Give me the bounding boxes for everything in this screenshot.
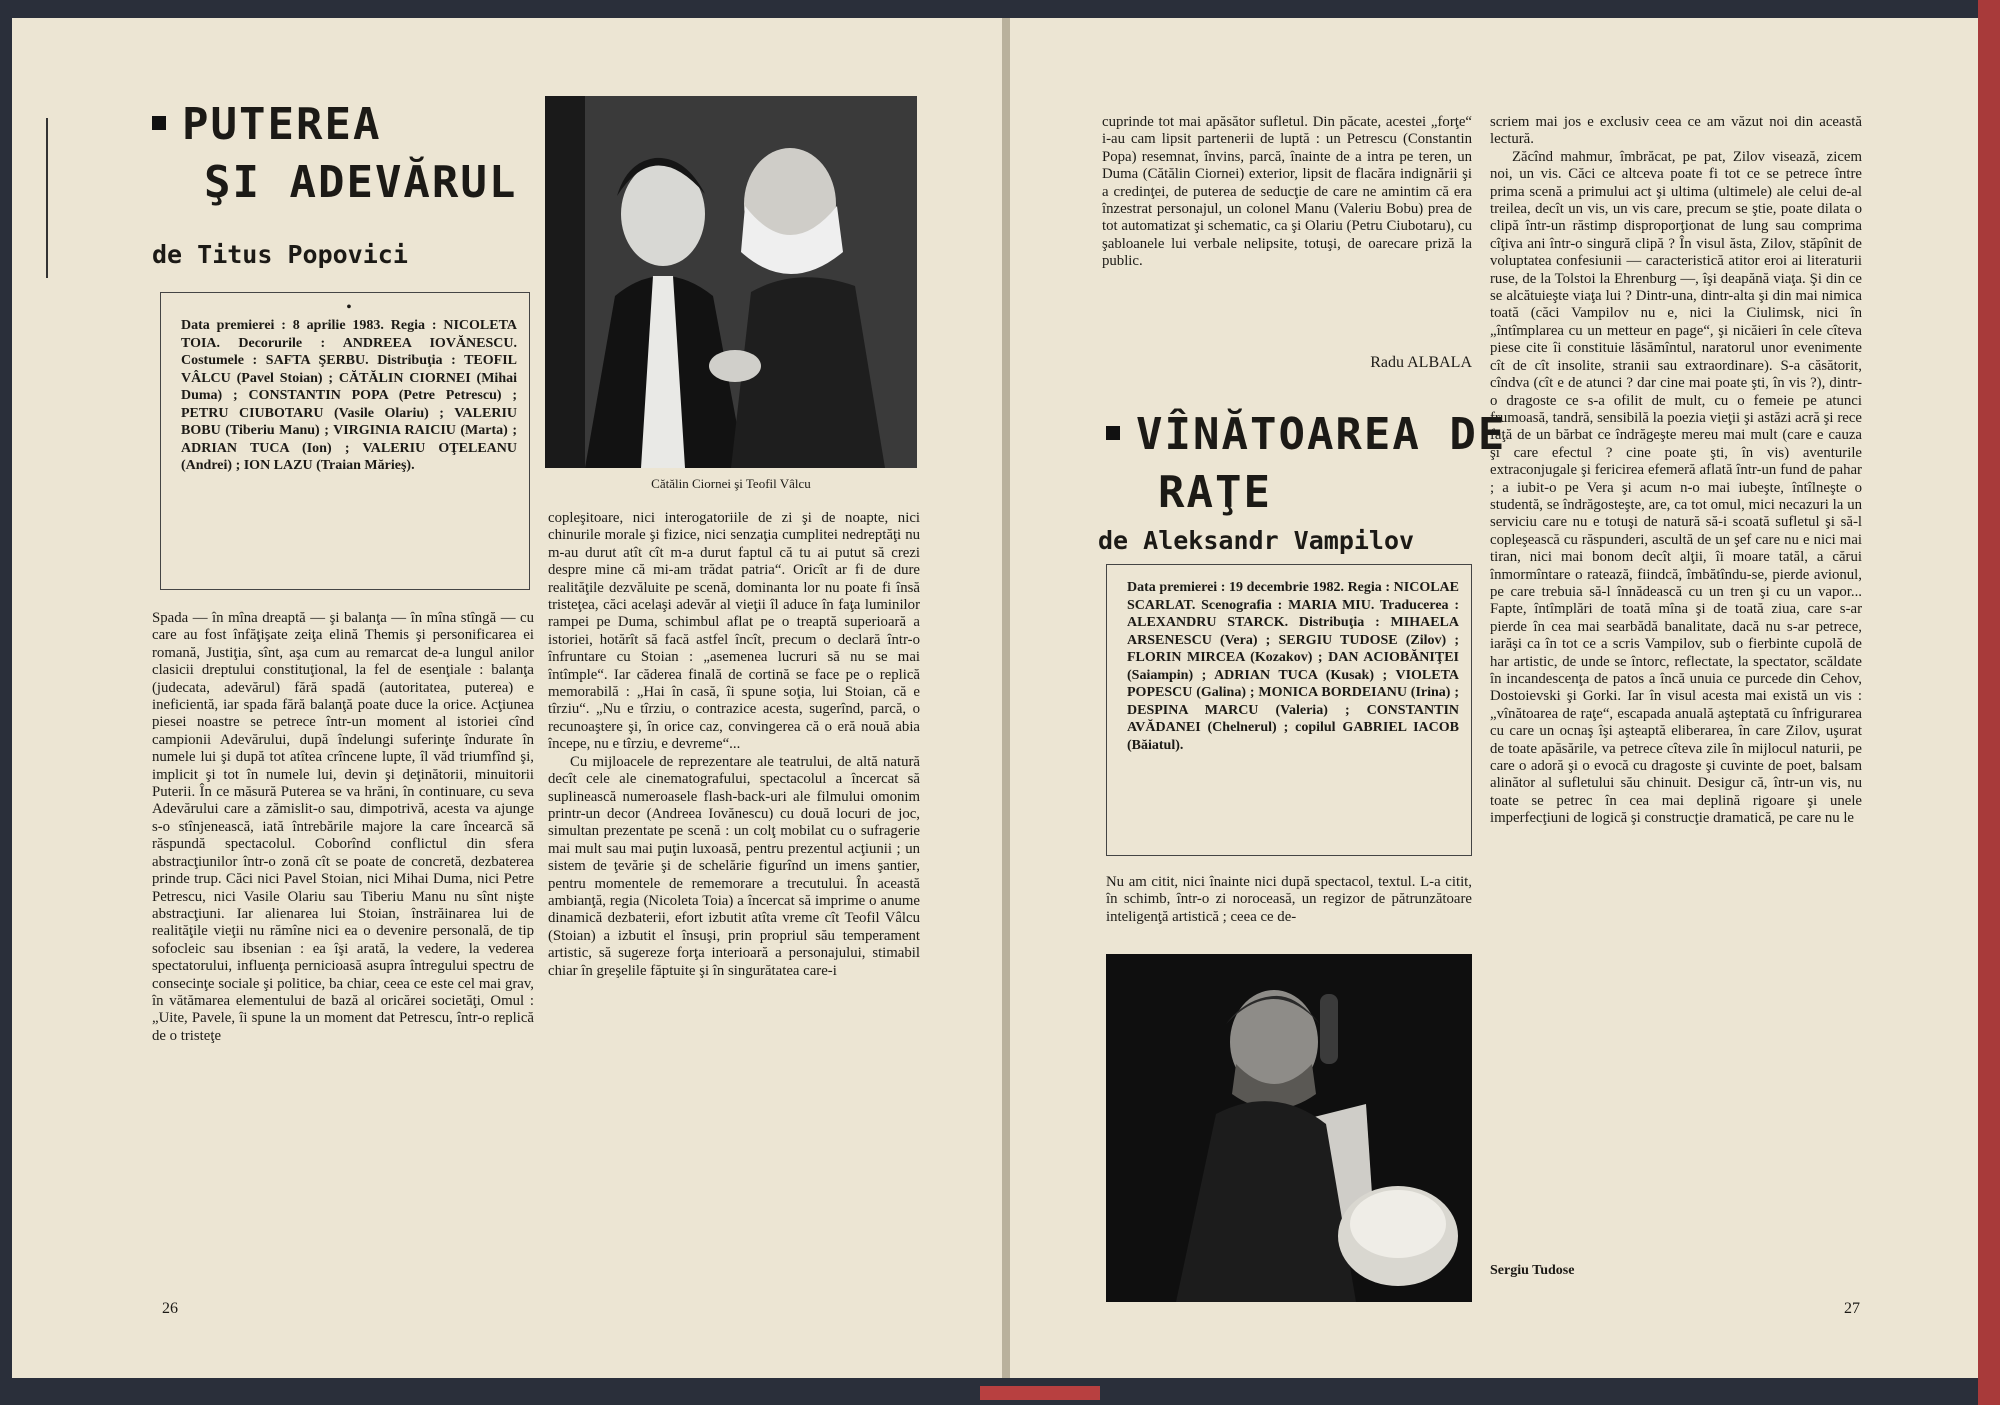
left-article-title — [152, 96, 517, 212]
left-photo — [545, 96, 917, 468]
margin-rule — [46, 118, 48, 278]
paragraph: scriem mai jos e exclusiv ceea ce am văzut noi din această lectură. — [1490, 114, 1862, 148]
left-credits-text: Data premierei : 8 aprilie 1983. Regia : NICOLETA TOIA. Decorurile : ANDREEA IOVĂNESCU. Costumele : SAFTA ŞERBU. Distribuţia : TEOFIL VÂLCU (Pavel Stoian) ; CĂTĂLIN CIORNEI (Mihai Duma) ; CONSTANTIN POPA (Petre Petrescu) ; PETRU CIUBOTARU (Vasile Olariu) ; VALERIU BOBU (Tiberiu Manu) ; VIRGINIA RAICIU (Marta) ; ADRIAN TUCA (Ion) ; VALERIU OŢELEANU (Andrei) ; ION LAZU (Traian Mărieş). — [181, 318, 517, 473]
left-column-1 — [152, 610, 534, 1290]
title-line-2: RAŢE — [1158, 467, 1272, 518]
paragraph: Spada — în mîna dreaptă — şi balanţa — în mîna stîngă — cu care au fost înfăţişate zeiţa elină Themis şi personificarea ei romană, Justiţia, sînt, aşa cum au remarcat de-a lungul anilor clasicii dreptului constituţional, la fel de esenţiale : balanţa (judecata, adevărul) fără spadă (autoritatea, puterea) e ineficientă, iar spada fără balanţă poate duce la orice. Acţiunea piesei noastre se petrece într-un moment al istoriei cînd campionii Adevărului, după îndelungi suferinţe îndurate în numele lui şi după tot atîtea crîncene lupte, îl văd triumfînd şi, implicit şi tot în numele lui, devin şi deţinătorii, minuitorii Puterii. În ce măsură Puterea se va hrăni, în continuare, cu seva Adevărului care a zămislit-o sau, dimpotrivă, acesta va ajunge s-o stînjenească, iată întrebările majore la care încearcă să răspundă spectacolul. Coborînd conflictul din sfera abstracţiunilor într-o zonă cît se poate de concretă, dezbaterea prinde trup. Căci nici Pavel Stoian, nici Mihai Duma, nici Petre Petrescu, nici Vasile Olariu sau Tiberiu Manu nu sînt nişte abstracţiuni. Iar alienarea lui Stoian, înstrăinarea lui de realităţile vieţii nu rămîne nici ea o devenire personală, de tip sofocleic sau ibsenian : ea îşi arată, la vedere, la vederea spectatorului, influenţa pernicioasă asupra întregului spectru de consecinţe sociale şi politice, ba chiar, ceea ce este cel mai grav, în vătămarea elementului de bază al oricărei societăţi, Omul : „Uite, Pavele, îi spune la un moment dat Petrescu, într-o replică de o tristeţe — [152, 610, 534, 1044]
right-column-1-mid — [1106, 874, 1472, 946]
bullet-square-icon — [152, 116, 166, 130]
left-column-2 — [548, 510, 920, 1290]
right-credits-box — [1106, 564, 1472, 856]
title-line-1: VÎNĂTOAREA DE — [1136, 409, 1507, 460]
left-page — [12, 18, 1002, 1378]
page-number: 26 — [162, 1300, 178, 1317]
paragraph: Zăcînd mahmur, îmbrăcat, pe pat, Zilov visează, zicem noi, un vis. Căci ce altceva poate fi tot ce se petrece între prima scenă a primului act şi ultima (ultimele) ale celui de-al treilea, decît un vis, un vis care, precum se ştie, poate dilata o clipă într-un răstimp disproporţionat de lung sau comprima cîţiva ani într-o singură clipă ? În visul ăsta, Zilov, stăpînit de voluptatea confesiunii — caracteristică atitor eroi ai literaturii ruse, de la Tolstoi la Ehrenburg —, îşi deapănă viaţa. Şi din ce se alcătuieşte viaţa lui ? Dintr-una, dintr-alta şi din mai nimica toată (căci Vampilov nu e, nici la Ciulimsk, nici în „întîmplarea cu un metteur en page“, şi nicăieri în cele cîteva piese cite îi constituie lăsămîntul, naratorul unor evenimente cît de cît insolite, stranii sau extraordinare). S-a căsătorit, cîndva (cît e de atunci ? dar cine mai poate şti, în vis ?), dintr-o dragoste ce s-a ofilit de mult, cu o femeie pe atunci frumoasă, tandră, sensibilă la poezia vieţii şi astăzi acră şi rece faţă de un bărbat ce îndrăgeşte mereu mai mult (care e cauza şi care efectul ? cine poate şti, în vis) aventurile extraconjugale şi fericirea efemeră aflată într-un fund de pahar ; a iubit-o pe Vera şi acum n-o mai iubeşte, întîlneşte o studentă, se îndrăgosteşte, are, ca tot omul, mici necazuri la un serviciu care nu e totuşi de natură să-i scoată sufletul şi să-l copleşească cu răspunderi, ascultă de un şef care nu e nici mai tiran, nici mai bonom decît alţii, îi moare tatăl, a cărui înmormîntare o ratează, fiindcă, îmbătîndu-se, pierde avionul, pe care trebuia să-l înnădească cu un tren şi cu un vapor... Fapte, întîmplări de toată mîna şi de toată ziua, care s-ar pierde în cea mai searbădă banalitate, dacă nu s-ar petrece, iarăşi ca în tot ce a scris Vampilov, sub o fierbinte cupolă de har artistic, de unde se întorc, reflectate, la spectator, scăldate în incandescenţa de patos a încă unuia ce purcede din Cehov, Dostoievski şi Gorki. Iar în visul acesta mai există un vis : „vînătoarea de raţe“, escapada anuală aşteptată cu înfrigurarea cu care un ocnaş îşi aşteaptă eliberarea, în care Zilov, uşurat de toate apăsările, va petrece cîteva zile în mijlocul naturii, pe care o adoră şi o evocă cu dragoste şi cuvinte de poet, balsam alinător al sufletului său chinuit. Desigur că, într-un vis, nu toate se petrec în cea mai deplină rigoare şi unele imperfecţiuni de logică şi construcţie dramatică, pe care nu le — [1490, 148, 1862, 827]
right-column-2 — [1490, 114, 1862, 1234]
paragraph: copleşitoare, nici interogatoriile de zi şi de noapte, nici chinurile morale şi fizice, nici senzaţia cumplitei nedreptăţi nu m-au durut atît cît m-a durut faptul că tu ai putut să crezi despre mine că mi-am trădat patria“. Oricît ar fi de dure realităţile dezvăluite pe scenă, dominanta lor nu poate fi însă tristeţea, căci acelaşi adevăr al vieţii îl aduce în faţa luminilor rampei pe Duma, schimbul aflat pe o treaptă superioară a istoriei, hotărît să facă astfel încît, precum o declară într-o înfruntare cu Stoian : „asemenea lucruri să nu se mai întîmple“. Iar căderea finală de cortină se face pe o replică memorabilă : „Hai în casă, îi spune soţia, lui Stoian, că e tîrziu“. „Nu e tîrziu, o contrazice acesta, sugerînd, parcă, o recunoaştere şi, în orice caz, convingerea că o eră nouă abia începe, nu e tîrziu, e devreme“... — [548, 510, 920, 753]
dot-icon: • — [346, 300, 352, 315]
photo-actor-on-phone — [1106, 954, 1472, 1302]
right-credits-text: Data premierei : 19 decembrie 1982. Regia : NICOLAE SCARLAT. Scenografia : MARIA MIU. Traducerea : ALEXANDRU STARCK. Distribuţia : MIHAELA ARSENESCU (Vera) ; SERGIU TUDOSE (Zilov) ; FLORIN MIRCEA (Kozakov) ; DAN ACIOBĂNIŢEI (Saiampin) ; ADRIAN TUCA (Kusak) ; VIOLETA POPESCU (Galina) ; MONICA BORDEIANU (Irina) ; DESPINA MARCU (Valeria) ; CONSTANTIN AVĂDANEI (Chelnerul) ; copilul GABRIEL IACOB (Băiatul). — [1127, 580, 1459, 753]
author-signature-2: Sergiu Tudose — [1490, 1263, 1575, 1278]
photo-caption: Cătălin Ciornei şi Teofil Vâlcu — [651, 476, 811, 491]
right-page — [1010, 18, 1978, 1378]
paragraph: Nu am citit, nici înainte nici după spectacol, textul. L-a citit, în schimb, într-o zi noroceasă, un regizor de pătrunzătoare inteligenţă artistică ; ceea ce de- — [1106, 874, 1472, 925]
book-spine — [1002, 18, 1010, 1378]
page-number: 27 — [1844, 1300, 1860, 1317]
paragraph: Cu mijloacele de reprezentare ale teatrului, de altă natură decît cele ale cinematografului, spectacolul a încercat să suplinească numeroasele flash-back-uri ale filmului omonim printr-un decor (Andreea Iovănescu) cu două locuri de joc, simultan prezentate pe scenă : un colţ mobilat cu o sufragerie mai mult sau mai puţin luxoasă, pentru prezentul acţiunii ; un sistem de ţevărie şi de schelărie figurînd un imens şantier, pentru momentele de rememorare a trecutului. În această ambianţă, regia (Nicoleta Toia) a încercat să imprime o anume dinamică dezbaterii, efort izbutit atîta vreme cît Teofil Vâlcu (Stoian) a izbutit el însuşi, prin propriul său temperament artistic, să sugereze forţa interioară a personajului, stimabil chiar în greşelile făptuite şi în singurătatea care-i — [548, 753, 920, 979]
photo-two-actors — [545, 96, 917, 468]
right-photo — [1106, 954, 1472, 1302]
author-signature: Radu ALBALA — [1370, 354, 1472, 371]
left-byline: de Titus Popovici — [152, 240, 408, 269]
title-line-2: ŞI ADEVĂRUL — [204, 157, 518, 208]
right-column-1-top — [1102, 114, 1472, 348]
paragraph: cuprinde tot mai apăsător sufletul. Din păcate, acestei „forţe“ i-au cam lipsit partenerii de luptă : un Petrescu (Constantin Popa) resemnat, învins, parcă, înainte de a intra pe teren, un Duma (Cătălin Ciornei) exterior, lipsit de flacăra indignării şi a credinţei, de puterea de seducţie de care ne amintim că era înzestrat personajul, un colonel Manu (Valeriu Bobu) prea de tot automatizat şi schematic, ca şi Olariu (Petru Ciubotaru), cu şabloanele lui verbale nelipsite, totuşi, de oarecare priză la public. — [1102, 114, 1472, 270]
right-article-title — [1106, 406, 1506, 522]
title-line-1: PUTEREA — [182, 99, 382, 150]
right-byline: de Aleksandr Vampilov — [1098, 526, 1415, 555]
book-binding — [980, 1386, 1100, 1400]
bullet-square-icon — [1106, 426, 1120, 440]
book-edge — [1978, 0, 2000, 1405]
left-credits-box — [160, 292, 530, 590]
